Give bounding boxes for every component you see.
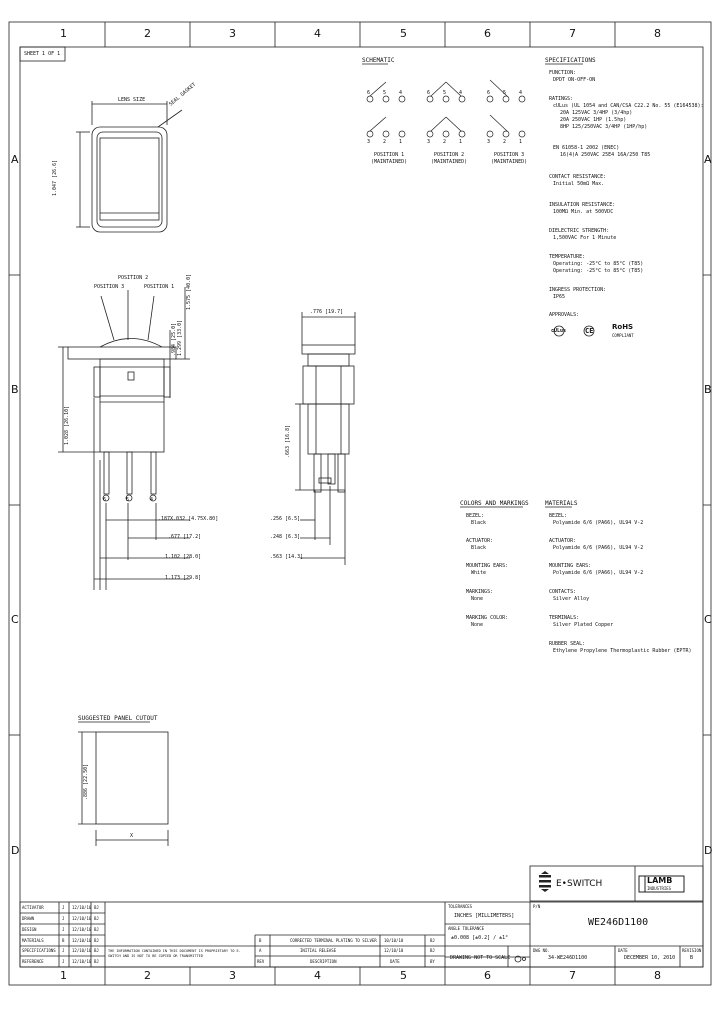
- part-number-label: P/N: [533, 904, 541, 909]
- dwg-no-label: DWG NO.: [533, 948, 550, 953]
- position-3-label: POSITION 3: [494, 152, 525, 158]
- rev-header: DATE: [390, 959, 400, 964]
- zone-right-b: B: [704, 383, 712, 396]
- zone-right-c: C: [704, 613, 712, 626]
- revision-label: REVISION: [682, 948, 702, 953]
- zone-left-d: D: [11, 844, 20, 857]
- spec-value: 100MΩ Min. at 500VDC: [553, 209, 614, 215]
- zone-top-4: 4: [314, 27, 321, 40]
- sign-by: BJ: [94, 916, 99, 921]
- zone-top-6: 6: [484, 27, 491, 40]
- tolerance-units: INCHES [MILLIMETERS]: [454, 913, 515, 919]
- zone-top-7: 7: [569, 27, 576, 40]
- side-dim1: .256 [6.5]: [270, 516, 301, 522]
- position-1-pointer: POSITION 1: [144, 284, 175, 290]
- rev-desc: INITIAL RELEASE: [300, 948, 337, 953]
- zone-left-c: C: [11, 613, 19, 626]
- spec-value: 16(4)A 250VAC 25E4 16A/250 T85: [560, 152, 651, 158]
- rev-desc: CORRECTED TERMINAL PLATING TO SILVER: [290, 938, 377, 943]
- spec-value: 8HP 125/250VAC 3/4HP (1HP/hp): [560, 124, 648, 130]
- sign-role: DRAWN: [22, 916, 35, 921]
- company-name: E•SWITCH: [556, 879, 603, 889]
- zone-bottom-3: 3: [229, 969, 236, 982]
- side-top-dim: .776 [19.7]: [310, 309, 344, 315]
- sign-initials: J: [62, 948, 65, 953]
- spec-value: Initial 50mΩ Max.: [553, 181, 605, 187]
- color-label: MARKING COLOR:: [466, 615, 509, 621]
- material-label: BEZEL:: [549, 513, 568, 519]
- dim-front2: .677 [17.2]: [168, 534, 202, 540]
- color-label: BEZEL:: [466, 513, 485, 519]
- sign-role: ACTIVATOR: [22, 905, 44, 910]
- material-value: Polyamide 6/6 (PA66), UL94 V-2: [553, 520, 644, 526]
- tolerances-label: TOLERANCES: [448, 904, 473, 909]
- spec-label: CONTACT RESISTANCE:: [549, 174, 607, 180]
- spec-label: FUNCTION:: [549, 70, 577, 76]
- zone-bottom-5: 5: [400, 969, 407, 982]
- dim-right2: 1.299 [33.0]: [177, 319, 183, 356]
- zone-bottom-8: 8: [654, 969, 661, 982]
- terminal-label: 4: [459, 90, 463, 96]
- material-label: CONTACTS:: [549, 589, 577, 595]
- sign-role: REFERENCE: [22, 959, 44, 964]
- side-dim2: .248 [6.3]: [270, 534, 301, 540]
- tolerance-values: ±0.008 [±0.2] / ±1°: [451, 935, 509, 941]
- ce-mark: CE: [585, 327, 594, 335]
- sign-by: BJ: [94, 938, 99, 943]
- date-label: DATE: [618, 948, 628, 953]
- spec-value: 1,500VAC For 1 Minute: [553, 235, 617, 241]
- front-terminal: 4: [150, 497, 154, 503]
- sign-by: BJ: [94, 927, 99, 932]
- spec-label: INSULATION RESISTANCE:: [549, 202, 616, 208]
- zone-bottom-7: 7: [569, 969, 576, 982]
- terminal-label: 1: [399, 139, 403, 145]
- sign-by: BJ: [94, 905, 99, 910]
- color-label: ACTUATOR:: [466, 538, 494, 544]
- ul-mark: cULus: [551, 328, 567, 334]
- sign-date: 12/10/10: [72, 916, 92, 921]
- part-number: WE246D1100: [588, 917, 649, 928]
- schematic-title: SCHEMATIC: [362, 57, 395, 64]
- spec-value: EN 61058-1 2002 (ENEC): [553, 145, 620, 151]
- dim-lens-vertical: 1.047 [26.6]: [52, 159, 58, 196]
- sign-date: 12/10/10: [72, 959, 92, 964]
- material-value: Polyamide 6/6 (PA66), UL94 V-2: [553, 545, 644, 551]
- position-1-label: POSITION 1: [374, 152, 405, 158]
- lens-size-label: LENS SIZE: [118, 97, 146, 103]
- sign-date: 12/10/10: [72, 948, 92, 953]
- terminal-label: 5: [503, 90, 507, 96]
- material-value: Silver Alloy: [553, 596, 590, 602]
- sign-role: DESIGN: [22, 927, 37, 932]
- side-dim3: .563 [14.3]: [270, 554, 304, 560]
- dwg-no: 34-WE246D1100: [548, 955, 588, 961]
- cutout-title: SUGGESTED PANEL CUTOUT: [78, 715, 158, 722]
- front-terminal: 5: [126, 497, 130, 503]
- zone-left-b: B: [11, 383, 19, 396]
- position-3-note: (MAINTAINED): [491, 159, 528, 165]
- spec-value: 20A 125VAC 3/4HP (3/4hp): [560, 110, 633, 116]
- color-value: Black: [471, 545, 487, 551]
- zone-top-8: 8: [654, 27, 661, 40]
- zone-bottom-4: 4: [314, 969, 321, 982]
- rev-date: 12/10/10: [384, 948, 404, 953]
- revision-value: B: [690, 955, 694, 961]
- color-label: MOUNTING EARS:: [466, 563, 509, 569]
- rohs-mark: RoHS: [612, 323, 634, 331]
- color-label: MARKINGS:: [466, 589, 494, 595]
- spec-value: cULus (UL 1054 and CAN/CSA C22.2 No. 55 (E164538):: [553, 103, 704, 109]
- spec-value: 20A 250VAC 1HP (1.5hp): [560, 117, 627, 123]
- terminal-label: 6: [487, 90, 491, 96]
- sign-date: 12/10/10: [72, 905, 92, 910]
- terminal-label: 1: [519, 139, 523, 145]
- materials-title: MATERIALS: [545, 500, 578, 507]
- position-2-label: POSITION 2: [434, 152, 465, 158]
- zone-top-3: 3: [229, 27, 236, 40]
- color-value: None: [471, 596, 484, 602]
- sign-role: MATERIALS: [22, 938, 44, 943]
- spec-label: INGRESS PROTECTION:: [549, 287, 607, 293]
- cutout-horizontal-dim: X: [130, 833, 134, 839]
- specifications-title: SPECIFICATIONS: [545, 57, 596, 64]
- terminal-label: 2: [443, 139, 447, 145]
- sign-initials: B: [62, 938, 65, 943]
- cutout-vertical-dim: .886 [22.50]: [83, 763, 89, 800]
- position-1-note: (MAINTAINED): [371, 159, 408, 165]
- eswitch-logo-icon: [539, 871, 551, 892]
- dim-front1: .187X.032 [4.75X.80]: [158, 516, 219, 522]
- sign-date: 12/10/10: [72, 938, 92, 943]
- zone-top-2: 2: [144, 27, 151, 40]
- rev-header: BY: [430, 959, 435, 964]
- rev-by: BJ: [430, 948, 435, 953]
- position-3-pointer: POSITION 3: [94, 284, 125, 290]
- material-label: TERMINALS:: [549, 615, 580, 621]
- dim-front4: 1.173 [29.8]: [165, 575, 202, 581]
- zone-bottom-1: 1: [60, 969, 67, 982]
- rev-letter: B: [259, 938, 262, 943]
- position-2-note: (MAINTAINED): [431, 159, 468, 165]
- spec-label: TEMPERATURE:: [549, 254, 586, 260]
- terminal-label: 2: [383, 139, 387, 145]
- dim-left-vertical: 1.028 [26.10]: [64, 405, 70, 445]
- sheet-label: SHEET 1 OF 1: [24, 51, 61, 57]
- material-label: MOUNTING EARS:: [549, 563, 592, 569]
- lamb-name: LAMB: [647, 876, 673, 885]
- color-value: White: [471, 570, 487, 576]
- zone-right-d: D: [704, 844, 713, 857]
- dim-front3: 1.102 [28.0]: [165, 554, 202, 560]
- rev-date: 10/10/10: [384, 938, 404, 943]
- sign-initials: J: [62, 959, 65, 964]
- lamb-sub: INDUSTRIES: [647, 886, 672, 891]
- zone-bottom-2: 2: [144, 969, 151, 982]
- front-terminal: 6: [103, 497, 107, 503]
- dim-right1: 1.575 [40.0]: [186, 273, 192, 310]
- material-label: ACTUATOR:: [549, 538, 577, 544]
- sign-date: 12/10/10: [72, 927, 92, 932]
- dim-right3: .984 [25.0]: [171, 322, 177, 356]
- terminal-label: 5: [443, 90, 447, 96]
- rev-header: REV: [257, 959, 265, 964]
- terminal-label: 4: [519, 90, 523, 96]
- zone-right-a: A: [704, 153, 712, 166]
- drawing-date: DECEMBER 10, 2010: [624, 955, 676, 961]
- zone-top-5: 5: [400, 27, 407, 40]
- spec-value: Operating: -25°C to 85°C (T85): [553, 268, 644, 274]
- material-value: Ethylene Propylene Thermoplastic Rubber (EPTR): [553, 648, 692, 654]
- zone-top-1: 1: [60, 27, 67, 40]
- terminal-label: 4: [399, 90, 403, 96]
- terminal-label: 1: [459, 139, 463, 145]
- seal-gasket-label: SEAL GASKET: [168, 81, 198, 108]
- position-2-pointer: POSITION 2: [118, 275, 149, 281]
- colors-markings-title: COLORS AND MARKINGS: [460, 500, 529, 507]
- spec-label: RATINGS:: [549, 96, 574, 102]
- angles-label: ANGLE TOLERANCE: [448, 926, 485, 931]
- sign-initials: J: [62, 927, 65, 932]
- scale-note: DRAWING NOT TO SCALE: [450, 955, 511, 961]
- spec-value: DPDT ON-OFF-ON: [553, 77, 596, 83]
- spec-value: Operating: -25°C to 85°C (T85): [553, 261, 644, 267]
- sign-by: BJ: [94, 959, 99, 964]
- rev-by: BJ: [430, 938, 435, 943]
- terminal-label: 6: [427, 90, 431, 96]
- terminal-label: 3: [427, 139, 431, 145]
- terminal-label: 3: [487, 139, 491, 145]
- terminal-label: 2: [503, 139, 507, 145]
- sign-by: BJ: [94, 948, 99, 953]
- spec-label: APPROVALS:: [549, 312, 580, 318]
- side-vertical-dim: .663 [16.8]: [285, 424, 291, 458]
- color-value: None: [471, 622, 484, 628]
- sign-initials: J: [62, 905, 65, 910]
- material-value: Silver Plated Copper: [553, 622, 614, 628]
- confidential-note: THE INFORMATION CONTAINED IN THIS DOCUMENT IS PROPRIETARY TO E-SWITCH AND IS NOT TO BE COPIED OR TRANSMITTED: [108, 949, 241, 958]
- sign-role: SPECIFICATIONS: [22, 948, 56, 953]
- terminal-label: 5: [383, 90, 387, 96]
- material-value: Polyamide 6/6 (PA66), UL94 V-2: [553, 570, 644, 576]
- rev-letter: A: [259, 948, 262, 953]
- rev-header: DESCRIPTION: [310, 959, 337, 964]
- spec-label: DIELECTRIC STRENGTH:: [549, 228, 610, 234]
- zone-bottom-6: 6: [484, 969, 491, 982]
- rohs-sub: COMPLIANT: [612, 333, 634, 338]
- terminal-label: 6: [367, 90, 371, 96]
- spec-value: IP65: [553, 294, 566, 300]
- zone-left-a: A: [11, 153, 19, 166]
- sign-initials: J: [62, 916, 65, 921]
- material-label: RUBBER SEAL:: [549, 641, 586, 647]
- color-value: Black: [471, 520, 487, 526]
- terminal-label: 3: [367, 139, 371, 145]
